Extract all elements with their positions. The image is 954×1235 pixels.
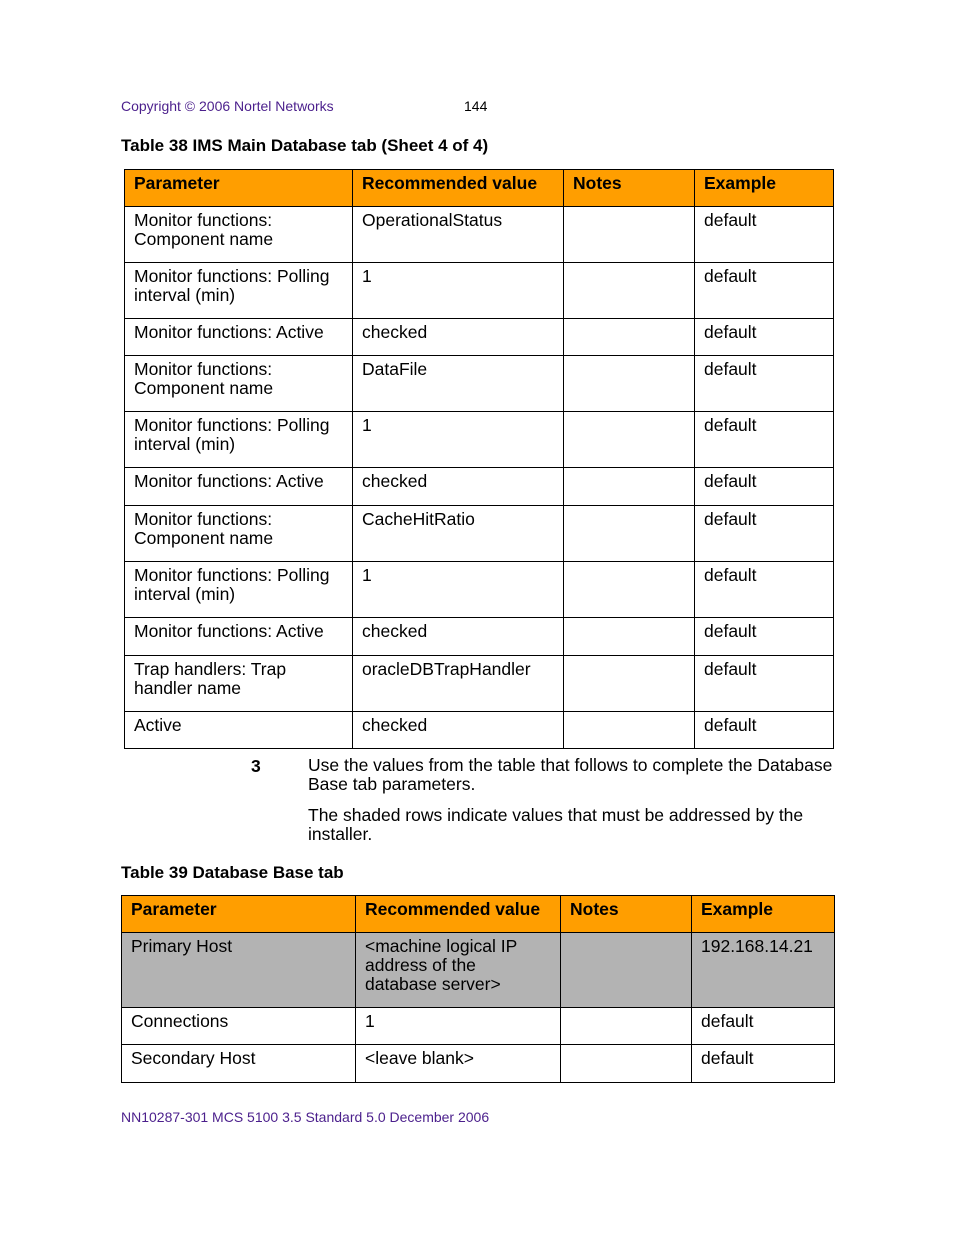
table-cell bbox=[564, 506, 695, 562]
table-row bbox=[122, 1008, 835, 1045]
column-header: Notes bbox=[564, 170, 695, 207]
column-header: Parameter bbox=[125, 170, 353, 207]
table-cell: Monitor functions: Polling interval (min) bbox=[125, 263, 353, 319]
table-cell bbox=[564, 468, 695, 506]
table-cell: Trap handlers: Trap handler name bbox=[125, 656, 353, 712]
table-cell: Active bbox=[125, 712, 353, 749]
table-row bbox=[122, 933, 835, 1008]
table-cell: checked bbox=[353, 712, 564, 749]
table-cell: checked bbox=[353, 618, 564, 656]
table39-header-row bbox=[122, 896, 835, 933]
table-cell bbox=[564, 356, 695, 412]
table-cell: Monitor functions: Active bbox=[125, 319, 353, 356]
table-cell: default bbox=[695, 656, 834, 712]
table-cell bbox=[564, 263, 695, 319]
table-cell: default bbox=[695, 412, 834, 468]
table-cell: <leave blank> bbox=[356, 1045, 561, 1083]
table-row bbox=[125, 506, 834, 562]
table-row bbox=[125, 356, 834, 412]
table-cell bbox=[564, 412, 695, 468]
table-cell: OperationalStatus bbox=[353, 207, 564, 263]
table-cell: default bbox=[695, 207, 834, 263]
table-row bbox=[125, 562, 834, 618]
table-cell bbox=[564, 319, 695, 356]
table-cell: Monitor functions: Active bbox=[125, 468, 353, 506]
table-cell: 1 bbox=[353, 412, 564, 468]
column-header: Notes bbox=[561, 896, 692, 933]
table-cell: Monitor functions: Polling interval (min) bbox=[125, 562, 353, 618]
table-cell: Monitor functions: Component name bbox=[125, 506, 353, 562]
step-note: The shaded rows indicate values that must be addressed by the installer. bbox=[308, 805, 804, 844]
table-cell: checked bbox=[353, 468, 564, 506]
table38 bbox=[124, 169, 834, 749]
table-cell: Monitor functions: Polling interval (min) bbox=[125, 412, 353, 468]
table-cell: 1 bbox=[353, 562, 564, 618]
table38-caption: Table 38 IMS Main Database tab (Sheet 4 of 4) bbox=[121, 136, 489, 155]
table-cell bbox=[564, 618, 695, 656]
table-cell: oracleDBTrapHandler bbox=[353, 656, 564, 712]
table-cell: Monitor functions: Component name bbox=[125, 207, 353, 263]
table39-caption: Table 39 Database Base tab bbox=[121, 863, 344, 882]
table-cell bbox=[561, 933, 692, 1008]
table-cell: DataFile bbox=[353, 356, 564, 412]
copyright-notice: Copyright © 2006 Nortel Networks bbox=[121, 98, 334, 114]
column-header: Recommended value bbox=[353, 170, 564, 207]
table-row bbox=[125, 468, 834, 506]
table-cell: default bbox=[695, 562, 834, 618]
table-cell: default bbox=[695, 506, 834, 562]
table-cell: default bbox=[695, 263, 834, 319]
table-cell: default bbox=[692, 1008, 835, 1045]
table-cell bbox=[561, 1008, 692, 1045]
table-cell: Monitor functions: Component name bbox=[125, 356, 353, 412]
table-cell: default bbox=[692, 1045, 835, 1083]
table-cell: default bbox=[695, 356, 834, 412]
table-cell: default bbox=[695, 712, 834, 749]
table-cell bbox=[564, 207, 695, 263]
column-header: Example bbox=[692, 896, 835, 933]
table-cell: <machine logical IP address of the database server> bbox=[356, 933, 561, 1008]
table-cell: CacheHitRatio bbox=[353, 506, 564, 562]
table-row bbox=[125, 263, 834, 319]
table-row bbox=[122, 1045, 835, 1083]
step-text: Use the values from the table that follows to complete the Database Base tab parameters. bbox=[308, 755, 833, 794]
step-number: 3 bbox=[251, 756, 261, 776]
table-cell bbox=[561, 1045, 692, 1083]
table-cell: 192.168.14.21 bbox=[692, 933, 835, 1008]
table-cell: default bbox=[695, 319, 834, 356]
table-cell: Connections bbox=[122, 1008, 356, 1045]
table-cell bbox=[564, 562, 695, 618]
column-header: Recommended value bbox=[356, 896, 561, 933]
table-row bbox=[125, 712, 834, 749]
table39 bbox=[121, 895, 835, 1083]
table-cell: Primary Host bbox=[122, 933, 356, 1008]
table-row bbox=[125, 319, 834, 356]
table-row bbox=[125, 618, 834, 656]
table-cell: default bbox=[695, 618, 834, 656]
table-cell: 1 bbox=[353, 263, 564, 319]
table-cell bbox=[564, 712, 695, 749]
table-cell: default bbox=[695, 468, 834, 506]
table-cell: Secondary Host bbox=[122, 1045, 356, 1083]
table-cell: checked bbox=[353, 319, 564, 356]
column-header: Example bbox=[695, 170, 834, 207]
table38-header-row bbox=[125, 170, 834, 207]
table-cell bbox=[564, 656, 695, 712]
table-row bbox=[125, 656, 834, 712]
table-cell: 1 bbox=[356, 1008, 561, 1045]
table-cell: Monitor functions: Active bbox=[125, 618, 353, 656]
table-row bbox=[125, 412, 834, 468]
document-footer: NN10287-301 MCS 5100 3.5 Standard 5.0 December 2006 bbox=[121, 1109, 490, 1125]
table-row bbox=[125, 207, 834, 263]
page-number: 144 bbox=[464, 98, 488, 114]
column-header: Parameter bbox=[122, 896, 356, 933]
